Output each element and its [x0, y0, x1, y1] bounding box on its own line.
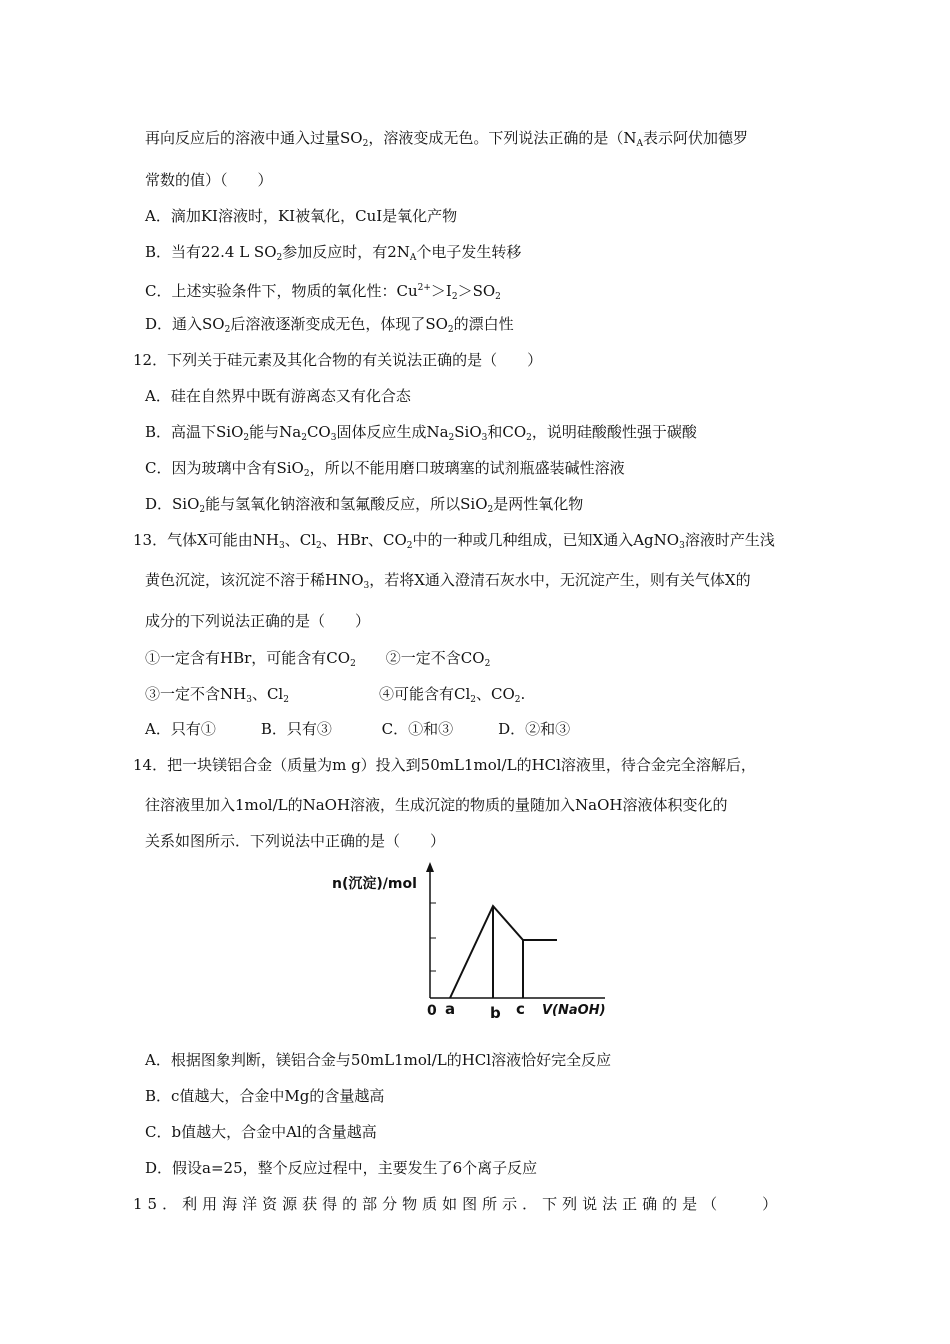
q14-stem-line-3: 关系如图所示．下列说法中正确的是（ ）	[145, 832, 446, 850]
q12-stem: 12．下列关于硅元素及其化合物的有关说法正确的是（ ）	[133, 351, 543, 369]
y-axis-arrow	[426, 862, 434, 872]
q12-option-a: A．硅在自然界中既有游离态又有化合态	[145, 387, 411, 405]
q11-option-b: B．当有22.4 L $SO_2$参加反应时，有$2N_A$个电子发生转移	[145, 243, 522, 263]
q14-option-b: B．c值越大，合金中Mg的含量越高	[145, 1087, 385, 1105]
x-tick-label-c: c	[516, 1000, 525, 1018]
x-axis-label: V(NaOH)	[542, 1003, 606, 1018]
q12-option-b: B．高温下SiO$_2$能与$Na_2CO_3$固体反应生成$Na_2SiO_3$和$CO_2$，说明硅酸酸性强于碳酸	[145, 423, 697, 443]
q13-options: A．只有① B．只有③ C．①和③ D．②和③	[145, 720, 571, 738]
q12-option-c: C．因为玻璃中含有SiO$_2$，所以不能用磨口玻璃塞的试剂瓶盛装碱性溶液	[145, 459, 625, 479]
q14-option-c: C．b值越大，合金中Al的含量越高	[145, 1123, 377, 1141]
q14-stem-line-1: 14．把一块镁铝合金（质量为m g）投入到50mL1mol/L的HCl溶液里，待合金完全溶解后，	[133, 756, 756, 774]
q11-option-d: D．通入$SO_2$后溶液逐渐变成无色，体现了$SO_2$的漂白性	[145, 315, 514, 335]
origin-label: 0	[427, 1003, 437, 1018]
q14-stem-line-2: 往溶液里加入1mol/L的NaOH溶液，生成沉淀的物质的量随加入NaOH溶液体积变化的	[145, 796, 728, 814]
q13-stem-line-1: 13．气体X可能由$NH_3$、$Cl_2$、HBr、$CO_2$中的一种或几种组成，已知X通入AgNO$_3$溶液时产生浅	[133, 531, 775, 551]
q11-stem-line-2: 常数的值）（ ）	[145, 171, 273, 189]
q13-statements-1: ①一定含有HBr，可能含有$CO_2$ ②一定不含$CO_2$	[145, 649, 491, 669]
y-axis-label: n(沉淀)/mol	[332, 876, 417, 892]
q15-stem: 15．利用海洋资源获得的部分物质如图所示．下列说法正确的是（ ）	[133, 1195, 783, 1213]
x-tick-label-a: a	[445, 1000, 456, 1018]
x-tick-label-b: b	[490, 1004, 501, 1018]
q11-stem-line-1: 再向反应后的溶液中通入过量$SO_2$，溶液变成无色。下列说法正确的是（$N_A$表示阿伏加德罗	[145, 129, 748, 149]
series-line	[450, 906, 557, 998]
q13-statements-2: ③一定不含$NH_3$、$Cl_2$ ④可能含有$Cl_2$、$CO_2$.	[145, 685, 526, 705]
q13-stem-line-2: 黄色沉淀，该沉淀不溶于稀$HNO_3$，若将X通入澄清石灰水中，无沉淀产生，则有关气体X的	[145, 571, 751, 591]
q11-option-c: C．上述实验条件下，物质的氧化性：$Cu^{2+}>I_2>SO_2$	[145, 282, 501, 302]
q11-option-a: A．滴加KI溶液时，KI被氧化，CuI是氧化产物	[145, 207, 458, 225]
precipitate-chart	[320, 858, 620, 1018]
q13-stem-line-3: 成分的下列说法正确的是（ ）	[145, 612, 371, 630]
q14-option-a: A．根据图象判断，镁铝合金与50mL1mol/L的HCl溶液恰好完全反应	[145, 1051, 612, 1069]
q14-option-d: D．假设a=25，整个反应过程中，主要发生了6个离子反应	[145, 1159, 538, 1177]
q12-option-d: D．SiO$_2$能与氢氧化钠溶液和氢氟酸反应，所以SiO$_2$是两性氧化物	[145, 495, 584, 515]
